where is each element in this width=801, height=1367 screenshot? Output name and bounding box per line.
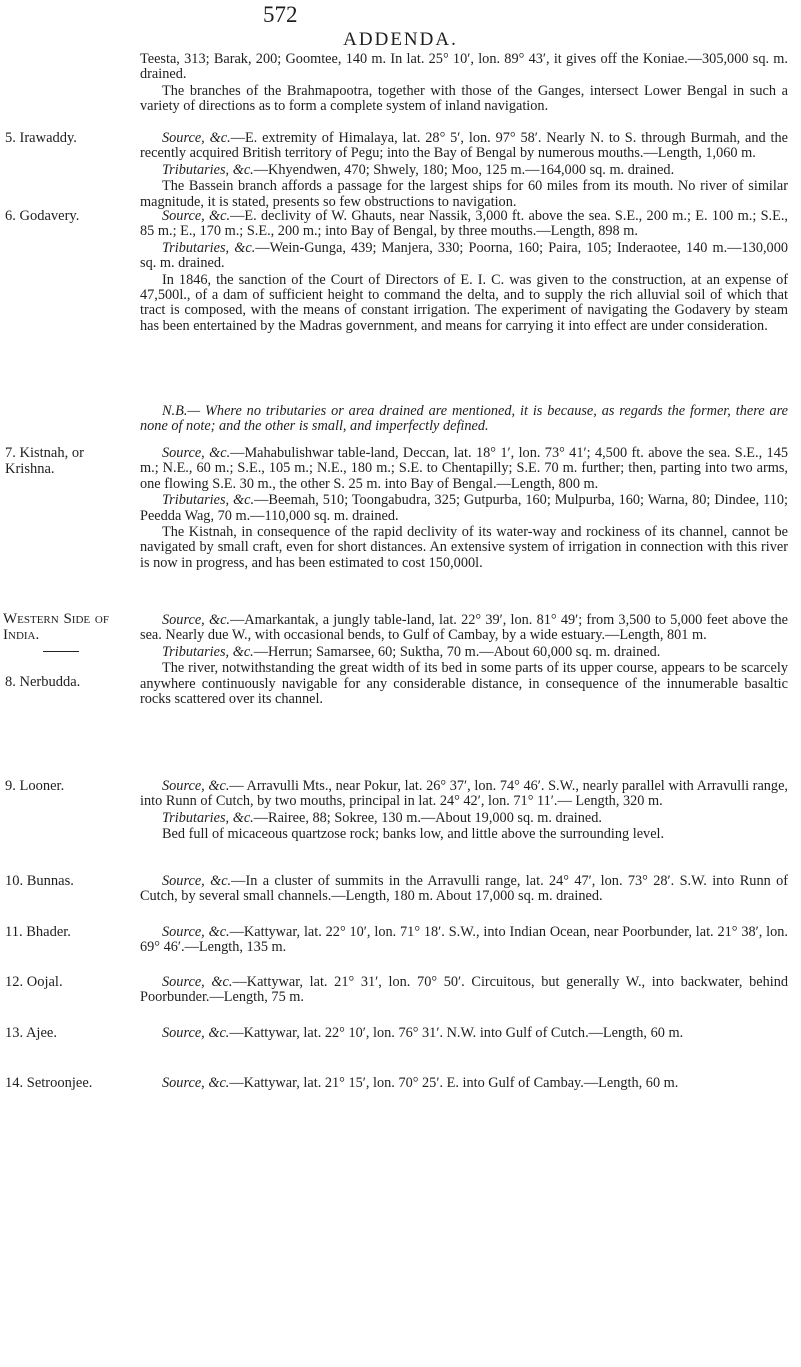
paragraph-text: Teesta, 313; Barak, 200; Goomtee, 140 m. In lat. 25° 10′, lon. 89° 43′, it gives off the Koniae.—305,000 sq. m. drained. [140,51,788,83]
running-head: ADDENDA. [343,29,458,50]
paragraph-text: —Rairee, 88; Sokree, 130 m.—About 19,000 sq. m. drained. [253,809,602,826]
entry-body [140,404,788,435]
paragraph-text: —E. declivity of W. Ghauts, near Nassik, 3,000 ft. above the sea. S.E., 200 m.; E. 100 m.; S.E., 85 m.; E., 170 m.; S.E., 200 m.; into Bay of Bengal, by three mouths.—Length, 898 m. [140,208,789,240]
paragraph-lead: Source, &c. [162,1075,230,1091]
paragraph [140,925,788,956]
entry-body [140,779,788,843]
paragraph-text: The Kistnah, in consequence of the rapid declivity of its water-way and rockiness of its channel, cannot be navigated by small craft, even for short distances. An extensive system of irrigation in connection with this river is now in progress, and has been estimated to cost 150,000l. [140,524,788,571]
paragraph-text: —E. extremity of Himalaya, lat. 28° 5′, lon. 97° 58′. Nearly N. to S. through Burmah, and the recently acquired British territory of Pegu; into the Bay of Bengal by numerous mouths.—Length, 1,060 m. [140,130,788,162]
paragraph [140,446,788,492]
paragraph-text: —Kattywar, lat. 21° 15′, lon. 70° 25′. E. into Gulf of Cambay.—Length, 60 m. [229,1075,679,1091]
paragraph-text: —Beemah, 510; Toongabudra, 325; Gutpurba, 160; Mulpurba, 160; Warna, 80; Dindee, 110; Peedda Wag, 70 m.—110,000 sq. m. drained. [140,492,788,524]
paragraph-lead: Source, &c. [162,974,233,990]
paragraph-text: —Amarkantak, a jungly table-land, lat. 22° 39′, lon. 81° 49′; from 3,500 to 5,000 feet above the sea. Nearly due W., with occasional bends, to Gulf of Cambay, by a wide estuary.—Length, 801 m. [140,612,788,644]
paragraph-text: —Kattywar, lat. 22° 10′, lon. 71° 18′. S.W., into Indian Ocean, near Poorbunder, lat. 21° 38′, lon. 69° 46′.—Length, 135 m. [140,924,788,956]
paragraph-lead: Source, &c. [162,778,230,794]
entry-label: 12. Oojal. [5,974,63,990]
paragraph-text: In 1846, the sanction of the Court of Directors of E. I. C. was given to the construction, at an expense of 47,500l., of a dam of sufficient height to command the delta, and to supply the rich alluvial soil of which that tract is composed, with the means of constant irrigation. The experiment of navigating the Godavery by steam has been entertained by the Madras government, and means for carrying it into effect are under consideration. [140,271,788,334]
entry-body [140,446,788,571]
river-name: 8. Nerbudda. [5,674,81,690]
entry-body [140,975,788,1006]
paragraph [140,613,788,644]
paragraph-text: — Arravulli Mts., near Pokur, lat. 26° 37′, lon. 74° 46′. S.W., nearly parallel with Arravulli range, into Runn of Cutch, by two mouths, principal in lat. 24° 42′, lon. 71° 11′.— Length, 320 m. [140,778,789,810]
paragraph-text: The branches of the Brahmapootra, together with those of the Ganges, intersect Lower Bengal in such a variety of directions as to form a complete system of inland navigation. [140,82,788,115]
paragraph [140,52,788,83]
paragraph [140,163,788,178]
section-heading: Western Side of India. [3,611,109,643]
entry-label: 5. Irawaddy. [5,130,77,146]
paragraph-text: —Khyendwen, 470; Shwely, 180; Moo, 125 m.—164,000 sq. m. drained. [253,161,675,178]
paragraph [140,661,788,707]
entry-body [140,1026,788,1041]
paragraph [140,209,788,240]
paragraph-lead: Source, &c. [162,924,230,940]
section-rule [43,651,79,652]
paragraph [140,975,788,1006]
paragraph-lead: Source, &c. [162,873,232,889]
paragraph [140,179,788,210]
paragraph [140,1026,788,1041]
paragraph-text: —In a cluster of summits in the Arravulli range, lat. 24° 47′, lon. 73° 28′. S.W. into Runn of Cutch, by several small channels.—Length, 180 m. About 17,000 sq. m. drained. [140,873,789,905]
entry-label: 14. Setroonjee. [5,1075,93,1091]
paragraph-text: —Herrun; Samarsee, 60; Suktha, 70 m.—About 60,000 sq. m. drained. [253,643,661,660]
entry-label: 13. Ajee. [5,1025,57,1041]
entry-body [140,131,788,210]
paragraph-lead: Source, &c. [162,612,230,628]
paragraph [140,273,788,335]
paragraph-lead: Tributaries, &c. [162,809,254,826]
paragraph [140,779,788,810]
paragraph [140,874,788,905]
paragraph [140,241,788,272]
entry-body [140,925,788,956]
entry-body [140,52,788,115]
paragraph [140,811,788,826]
paragraph-text: — Where no tributaries or area drained are mentioned, it is because, as regards the former, there are none of note; and the other is small, and imperfectly defined. [140,403,788,435]
paragraph-lead: Tributaries, &c. [162,161,254,178]
paragraph [140,827,788,842]
paragraph-text: —Kattywar, lat. 21° 31′, lon. 70° 50′. Circuitous, but generally W., into backwater, behind Poorbunder.—Length, 75 m. [140,974,788,1006]
paragraph [140,525,788,571]
entry-label: 11. Bhader. [5,924,71,940]
paragraph-lead: Source, &c. [162,445,231,461]
paragraph [140,645,788,660]
paragraph [140,84,788,115]
paragraph-text: The river, notwithstanding the great width of its bed in some parts of its upper course, appears to be scarcely anywhere continuously navigable for any considerable distance, in consequence of the innumerable basaltic rocks scattered over its channel. [140,660,788,708]
entry-label: 9. Looner. [5,778,65,794]
entry-label: 6. Godavery. [5,208,80,224]
entry-body [140,613,788,707]
paragraph-text: The Bassein branch affords a passage for the largest ships for 60 miles from its mouth. No river of similar magnitude, it is stated, presents so few obstructions to navigation. [140,178,788,210]
paragraph [140,131,788,162]
paragraph-text: —Kattywar, lat. 22° 10′, lon. 76° 31′. N.W. into Gulf of Cutch.—Length, 60 m. [229,1025,684,1041]
paragraph-lead: Source, &c. [162,208,231,224]
paragraph-lead: Tributaries, &c. [162,492,255,509]
paragraph-lead: Source, &c. [162,1025,230,1041]
entry-label: 7. Kistnah, or Krishna. [5,445,84,477]
entry-body [140,209,788,334]
page-number: 572 [263,2,298,27]
paragraph-text: —Mahabulishwar table-land, Deccan, lat. 18° 1′, lon. 73° 41′; 4,500 ft. above the sea. S.E., 145 m.; N.E., 60 m.; S.E., 105 m.; N.E., 180 m.; S.E. to Chentapilly; S.E. 70 m. further; then, parting into two arms, one flowing S.E. 30 m., the other S. 25 m. into Bay of Bengal.—Length, 800 m. [140,445,788,492]
paragraph-lead: Tributaries, &c. [162,643,254,660]
paragraph-lead: Tributaries, &c. [162,239,256,256]
paragraph [140,404,788,435]
paragraph-lead: Source, &c. [162,130,231,146]
paragraph-lead: N.B. [162,403,188,419]
paragraph [140,493,788,524]
paragraph [140,1076,788,1091]
entry-body [140,874,788,905]
entry-body [140,1076,788,1091]
entry-label: 10. Bunnas. [5,873,74,889]
paragraph-text: —Wein-Gunga, 439; Manjera, 330; Poorna, 160; Paira, 105; Inderaotee, 140 m.—130,000 sq. m. drained. [140,239,789,272]
paragraph-text: Bed full of micaceous quartzose rock; banks low, and little above the surrounding level. [162,826,665,843]
